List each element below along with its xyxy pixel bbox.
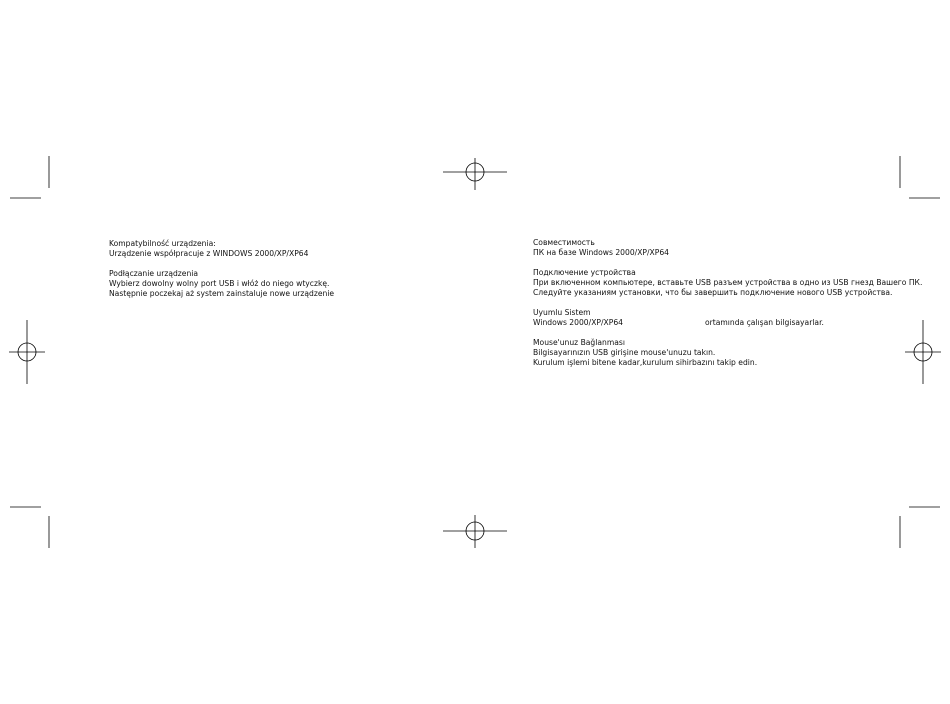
section-connecting-ru [533, 268, 922, 298]
section-heading: Podłączanie urządzenia [109, 269, 199, 278]
section-line: При включенном компьютере, вставьте USB разъем устройства в одно из USB гнезд Вашего ПК. [533, 278, 923, 287]
section-heading: Подключение устройства [533, 268, 636, 277]
line-end: ortamında çalışan bilgisayarlar. [704, 318, 824, 327]
section-heading: Mouse'unuz Bağlanması [533, 338, 625, 347]
section-line [533, 318, 922, 328]
section-heading: Совместимость [533, 238, 595, 247]
section-heading: Uyumlu Sistem [533, 308, 591, 317]
section-compatibility-tr [533, 308, 922, 328]
left-page-text [109, 239, 334, 299]
section-compatibility-pl [109, 239, 334, 259]
section-line: Urządzenie współpracuje z WINDOWS 2000/XP/XP64 [109, 249, 309, 258]
section-connecting-tr [533, 338, 922, 368]
registration-mark-left-middle [9, 320, 45, 384]
section-heading: Kompatybilność urządzenia: [109, 239, 216, 248]
section-connecting-pl [109, 269, 334, 299]
section-line: Следуйте указаниям установки, что бы завершить подключение нового USB устройства. [533, 288, 893, 297]
section-line: Kurulum işlemi bitene kadar,kurulum sihirbazını takip edin. [533, 358, 758, 367]
registration-mark-bottom-center [443, 515, 507, 548]
section-line: Następnie poczekaj aż system zainstaluje nowe urządzenie [109, 289, 335, 298]
section-line: Bilgisayarınızın USB girişine mouse'unuzu takın. [533, 348, 716, 357]
section-compatibility-ru [533, 238, 922, 258]
section-line: ПК на базе Windows 2000/XP/XP64 [533, 248, 669, 257]
line-start: Windows 2000/XP/XP64 [533, 318, 623, 327]
right-page-text [533, 238, 922, 368]
registration-mark-top-center [443, 158, 507, 190]
section-line: Wybierz dowolny wolny port USB i włóż do niego wtyczkę. [109, 279, 330, 288]
